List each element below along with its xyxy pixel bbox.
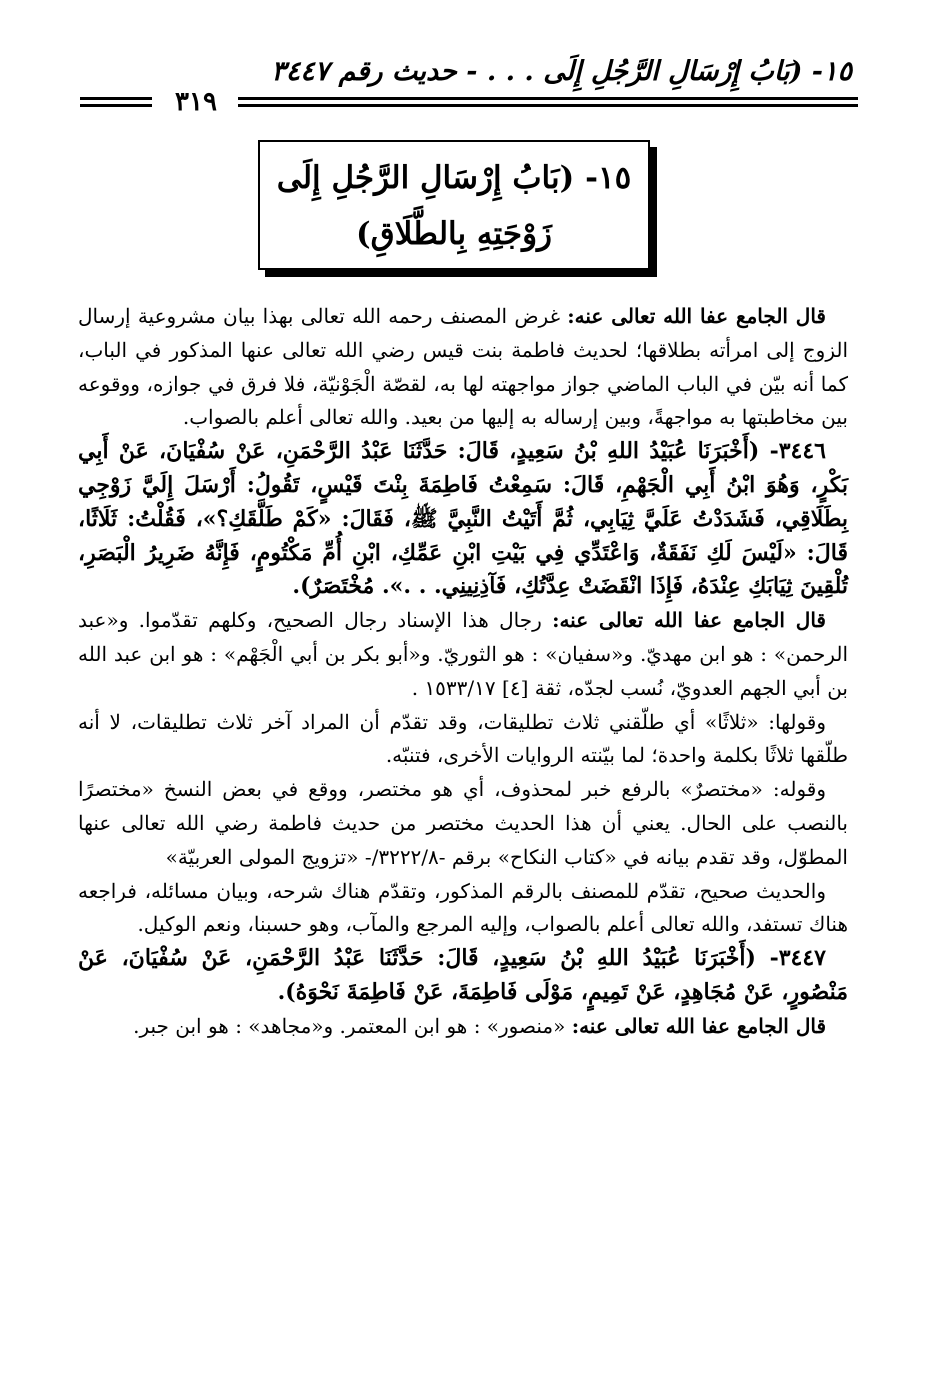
- paragraph-text: غرض المصنف رحمه الله تعالى بهذا بيان مشروعية إرسال الزوج إلى امرأته بطلاقها؛ لحديث فاطمة بنت قيس رضي الله تعالى عنها المذكور في الباب، كما أنه بيّن في الباب الماضي جواز مواجهته لها به، لقصّة الْجَوْنيّة، فلا فرق في جوازه، ووقوعه بين مخاطبتها به مواجهةً، وبين إرساله به إليها من بعيد. والله تعالى أعلم بالصواب.: [78, 304, 848, 430]
- paragraph-sahih: والحديث صحيح، تقدّم للمصنف بالرقم المذكور، وتقدّم هناك شرحه، وبيان مسائله، فراجعه هناك تستفد، والله تعالى أعلم بالصواب، وإليه المرجع والمآب، وهو حسبنا، ونعم الوكيل.: [78, 878, 848, 937]
- page-number: ٣١٩: [175, 87, 217, 117]
- header-rule-right: [238, 97, 858, 107]
- commentator-label: قال الجامع عفا الله تعالى عنه:: [567, 304, 826, 328]
- paragraph-thalathan: وقولها: «ثلاثًا» أي طلّقني ثلاث تطليقات، وقد تقدّم أن المراد آخر ثلاث تطليقات، لا أنه طلّقها ثلاثًا بكلمة واحدة؛ لما بيّنته الروايات الأخرى، فتنبّه.: [78, 709, 848, 768]
- header-rule-left: [80, 97, 152, 107]
- commentator-label: قال الجامع عفا الله تعالى عنه:: [571, 1013, 826, 1038]
- paragraph-commentary-intro: [78, 300, 848, 435]
- paragraph-mansur: [78, 1010, 848, 1044]
- paragraph-mukhtasar: وقوله: «مختصرٌ» بالرفع خبر لمحذوف، أي هو مختصر، ووقع في بعض النسخ «مختصرًا بالنصب على الحال. يعني أن هذا الحديث مختصر من حديث فاطمة رضي الله تعالى عنها المطوّل، وقد تقدم بيانه في «كتاب النكاح» برقم -٣٢٢٢/٨/- «تزويج المولى العربيّة»: [78, 777, 848, 869]
- body-text: [78, 300, 848, 1044]
- hadith-3446: ٣٤٤٦- (أَخْبَرَنَا عُبَيْدُ اللهِ بْنُ سَعِيدٍ، قَالَ: حَدَّثَنَا عَبْدُ الرَّحْمَنِ، عَنْ سُفْيَانَ، عَنْ أَبِي بَكْرٍ، وَهُوَ ابْنُ أَبِي الْجَهْمِ، قَالَ: سَمِعْتُ فَاطِمَةَ بِنْتَ قَيْسٍ، تَقُولُ: أَرْسَلَ إِلَيَّ زَوْجِي بِطَلَاقِي، فَشَدَدْتُ عَلَيَّ ثِيَابِي، ثُمَّ أَتَيْتُ النَّبِيَّ ﷺ، فَقَالَ: «كَمْ طَلَّقَكِ؟»، فَقُلْتُ: ثَلَاثًا، قَالَ: «لَيْسَ لَكِ نَفَقَةٌ، وَاعْتَدِّي فِي بَيْتِ ابْنِ عَمِّكِ، ابْنِ أُمِّ مَكْتُومٍ، فَإِنَّهُ ضَرِيرُ الْبَصَرِ، تُلْقِينَ ثِيَابَكِ عِنْدَهُ، فَإِذَا انْقَضَتْ عِدَّتُكِ، فَآذِنِينِي. . .». مُخْتَصَرٌ).: [78, 438, 848, 600]
- chapter-title-line-2: زَوْجَتِهِ بِالطَّلَاقِ): [355, 216, 553, 252]
- commentator-label: قال الجامع عفا الله تعالى عنه:: [552, 608, 826, 633]
- chapter-title-line-1: ١٥- (بَابُ إِرْسَالِ الرَّجُلِ إِلَى: [276, 160, 632, 196]
- hadith-3447: ٣٤٤٧- (أَخْبَرَنَا عُبَيْدُ اللهِ بْنُ سَعِيدٍ، قَالَ: حَدَّثَنَا عَبْدُ الرَّحْمَنِ، عَنْ سُفْيَانَ، عَنْ مَنْصُورٍ، عَنْ مُجَاهِدٍ، عَنْ تَمِيمٍ، مَوْلَى فَاطِمَةَ، عَنْ فَاطِمَةَ نَحْوَهُ).: [78, 945, 848, 1005]
- paragraph-text: رجال هذا الإسناد رجال الصحيح، وكلهم تقدّموا. و«عبد الرحمن» : هو ابن مهديّ. و«سفيان» : هو الثوريّ. و«أبو بكر بن أبي الْجَهْم» : هو ابن عبد الله بن أبي الجهم العدويّ، نُسب لجدّه، ثقة [٤] ١٥٣٣/١٧ .: [78, 608, 848, 700]
- running-header-title: ١٥- (بَابُ إِرْسَالِ الرَّجُلِ إِلَى . . . - حديث رقم ٣٤٤٧: [271, 56, 852, 87]
- chapter-title-box: [258, 140, 650, 270]
- paragraph-text: «منصور» : هو ابن المعتمر. و«مجاهد» : هو ابن جبر.: [133, 1013, 572, 1038]
- paragraph-narrators: [78, 604, 848, 705]
